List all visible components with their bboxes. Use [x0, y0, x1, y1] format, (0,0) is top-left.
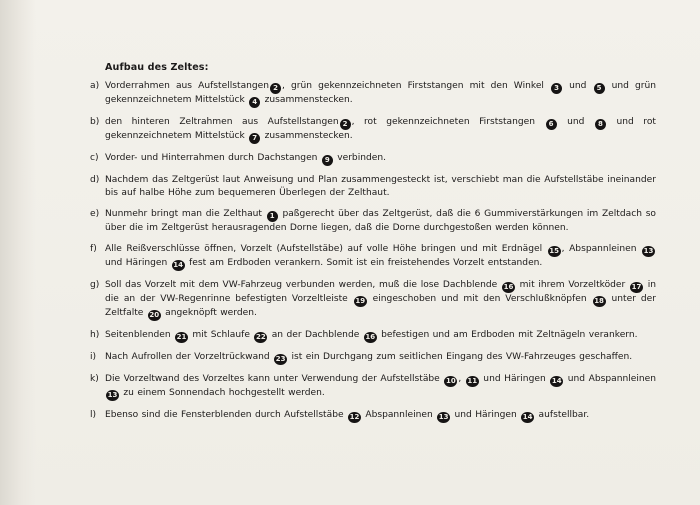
step-text: unter der Zeltfalte	[105, 294, 656, 318]
step-text: aufstellbar.	[535, 410, 590, 420]
part-number-badge: 14	[551, 377, 562, 385]
part-number-badge: 15	[549, 247, 560, 255]
step-text: zusammenstecken.	[261, 95, 353, 105]
step-text: und Häringen	[479, 374, 550, 384]
part-number-badge: 13	[643, 247, 654, 255]
part-number-badge: 12	[349, 413, 360, 421]
part-number-badge: 4	[249, 97, 260, 108]
step-text: an der Dachblende	[268, 330, 363, 340]
step-text: Ebenso sind die Fensterblenden durch Aufstellstäbe	[105, 410, 347, 420]
step-text: befestigen und am Erdboden mit Zeltnägeln verankern.	[377, 330, 638, 340]
book-gutter	[0, 0, 36, 505]
part-number-badge: 11	[467, 377, 478, 385]
step-letter: b)	[90, 117, 100, 127]
step-letter: d)	[90, 175, 100, 185]
step-item	[90, 279, 656, 321]
step-text: und	[563, 81, 593, 91]
step-item	[90, 80, 656, 108]
step-letter: k)	[90, 374, 99, 384]
step-item	[90, 152, 656, 166]
step-text: Nachdem das Zeltgerüst laut Anweisung und Plan zusammengesteckt ist, verschiebt man die Aufstellstäbe ineinander bis auf halbe Höhe zum bequemeren Überlegen der Zelthaut.	[105, 175, 656, 198]
step-text: in die an der VW-Regenrinne befestigten Vorzeltleiste	[105, 280, 657, 304]
step-text: Vorder- und Hinterrahmen durch Dachstangen	[105, 153, 321, 163]
part-number-badge: 13	[438, 413, 449, 421]
step-text: paßgerecht über das Zeltgerüst, daß die 6 Gummiverstärkungen im Zeltdach so über die im Zeltgerüst herausragenden Dorne liegen, daß die Dorne durchgestoßen werden können.	[105, 209, 656, 233]
part-number-badge: 20	[149, 311, 160, 319]
step-text: Alle Reißverschlüsse öffnen, Vorzelt (Aufstellstäbe) auf volle Höhe bringen und mit Erdnägel	[105, 244, 547, 254]
step-text: Vorderrahmen aus Aufstellstangen	[105, 81, 270, 91]
section-heading: Aufbau des Zeltes:	[105, 62, 209, 73]
part-number-badge: 13	[107, 391, 118, 399]
step-letter: e)	[90, 209, 100, 219]
step-text: Die Vorzeltwand des Vorzeltes kann unter Verwendung der Aufstellstäbe	[105, 374, 444, 384]
step-text: , grün gekennzeichneten Firststangen mit den Winkel	[282, 81, 551, 91]
step-letter: h)	[90, 330, 100, 340]
step-item	[90, 116, 656, 144]
step-text: und grün gekennzeichnetem Mittelstück	[105, 81, 656, 105]
step-text: zusammenstecken.	[261, 131, 353, 141]
part-number-badge: 18	[594, 297, 604, 305]
step-text: und Häringen	[451, 410, 521, 420]
step-item	[90, 351, 656, 365]
part-number-badge: 8	[595, 119, 606, 130]
step-item	[90, 174, 656, 200]
step-item	[90, 208, 656, 235]
part-number-badge: 7	[249, 133, 260, 144]
step-item	[90, 373, 656, 401]
step-text: Seitenblenden	[105, 330, 174, 340]
step-text: fest am Erdboden verankern. Somit ist ein freistehendes Vorzelt entstanden.	[185, 258, 543, 268]
part-number-badge: 22	[255, 333, 266, 341]
step-item	[90, 329, 656, 343]
part-number-badge: 14	[522, 413, 533, 421]
step-text: Nach Aufrollen der Vorzeltrückwand	[105, 352, 274, 362]
step-text: ,	[458, 374, 465, 384]
step-text: mit Schlaufe	[189, 330, 254, 340]
part-number-badge: 9	[322, 155, 333, 166]
part-number-badge: 2	[270, 83, 281, 94]
part-number-badge: 1	[267, 211, 278, 222]
step-text: ist ein Durchgang zum seitlichen Eingang des VW-Fahrzeuges geschaffen.	[288, 352, 633, 362]
part-number-badge: 14	[173, 261, 184, 269]
part-number-badge: 6	[546, 119, 557, 130]
part-number-badge: 16	[365, 333, 376, 341]
step-text: Abspannleinen	[361, 410, 437, 420]
step-text: mit ihrem Vorzeltköder	[515, 280, 629, 290]
assembly-steps-list	[90, 80, 656, 423]
part-number-badge: 17	[631, 283, 642, 291]
part-number-badge: 2	[340, 119, 351, 130]
part-number-badge: 19	[355, 297, 366, 305]
step-item	[90, 409, 656, 423]
step-text: verbinden.	[333, 153, 387, 163]
step-letter: f)	[90, 244, 97, 254]
step-text: und	[557, 117, 594, 127]
step-text: eingeschoben und mit den Verschlußknöpfen	[367, 294, 592, 304]
step-letter: i)	[90, 352, 97, 362]
step-text: den hinteren Zeltrahmen aus Aufstellstangen	[105, 117, 339, 127]
step-text: , Abspannleinen	[561, 244, 641, 254]
step-text: , rot gekennzeichneten Firststangen	[351, 117, 545, 127]
step-text: Soll das Vorzelt mit dem VW-Fahrzeug verbunden werden, muß die lose Dachblende	[105, 280, 501, 290]
step-letter: l)	[90, 410, 97, 420]
step-item	[90, 243, 656, 271]
step-text: und Abspannleinen	[564, 374, 656, 384]
step-text: Nunmehr bringt man die Zelthaut	[105, 209, 266, 219]
part-number-badge: 16	[503, 283, 514, 291]
step-letter: a)	[90, 81, 100, 91]
step-letter: g)	[90, 280, 100, 290]
step-text: angeknöpft werden.	[161, 308, 257, 318]
step-text: zu einem Sonnendach hochgestellt werden.	[120, 388, 325, 398]
step-letter: c)	[90, 153, 99, 163]
part-number-badge: 21	[176, 333, 187, 341]
part-number-badge: 23	[275, 355, 286, 363]
part-number-badge: 3	[551, 83, 562, 94]
step-text: und rot gekennzeichnetem Mittelstück	[105, 117, 656, 141]
step-text: und Häringen	[105, 258, 171, 268]
part-number-badge: 5	[594, 83, 605, 94]
part-number-badge: 10	[445, 377, 456, 385]
instructions-content	[90, 62, 656, 431]
